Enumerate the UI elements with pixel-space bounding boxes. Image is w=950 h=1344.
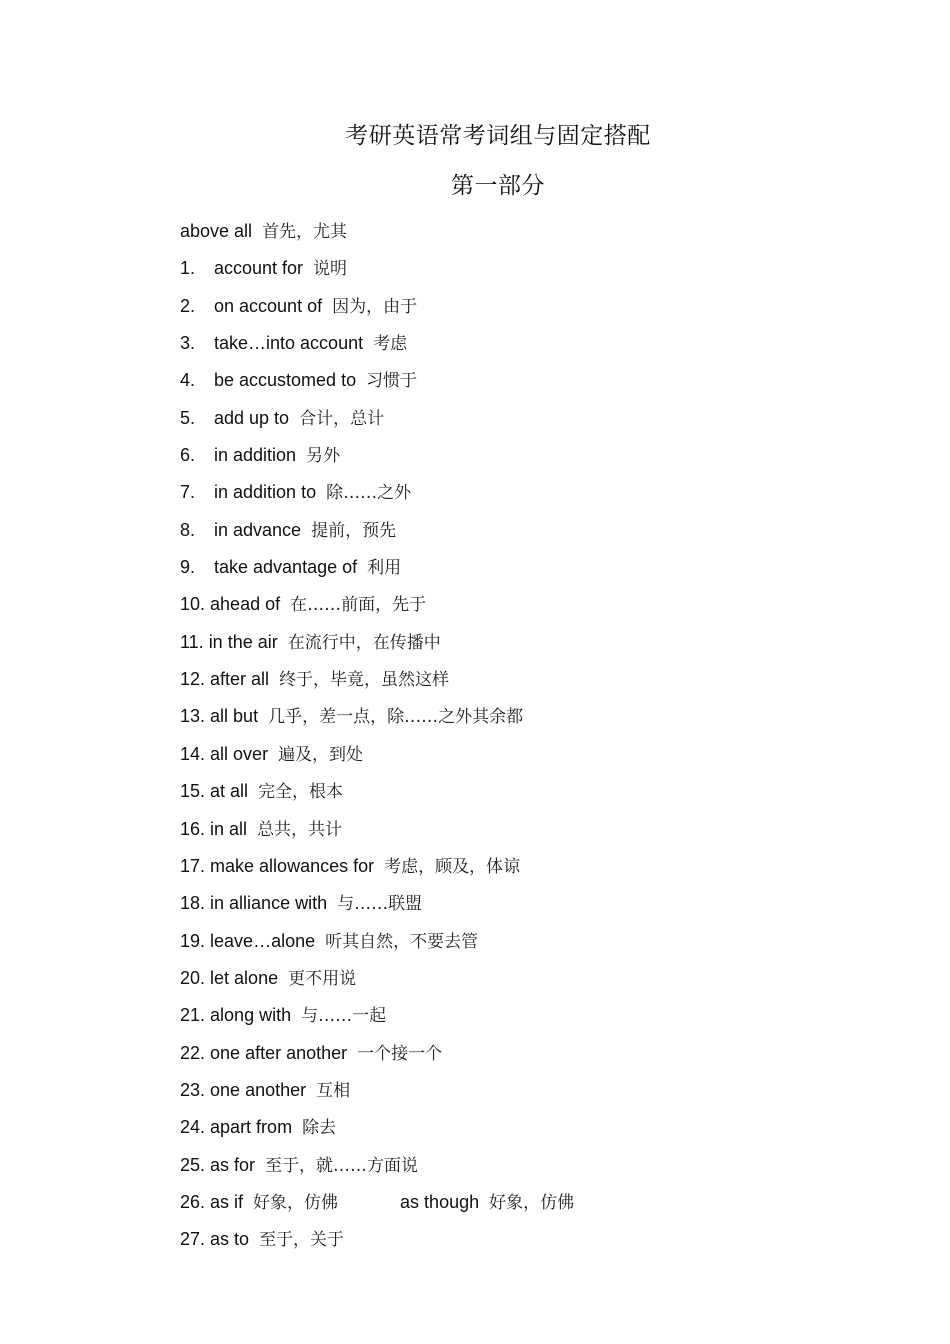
chinese-meaning: 总共，共计	[257, 819, 343, 840]
chinese-meaning: 另外	[306, 446, 341, 467]
phrase-entry	[180, 629, 574, 666]
chinese-meaning: 几乎，差一点，除……之外其余都	[268, 707, 524, 728]
chinese-meaning: 说明	[313, 259, 348, 280]
chinese-meaning: 在流行中，在传播中	[287, 632, 441, 653]
english-phrase: all over	[210, 743, 269, 764]
entry-number: 13.	[180, 706, 206, 727]
chinese-meaning: 听其自然，不要去管	[325, 931, 479, 952]
chinese-meaning: 终于，毕竟，虽然这样	[279, 670, 450, 691]
english-phrase: account for	[214, 258, 304, 279]
chinese-meaning: 首先，尤其	[262, 222, 348, 242]
entry-number: 16.	[180, 818, 206, 839]
chinese-meaning: 遍及，到处	[278, 744, 364, 765]
phrase-entry	[180, 666, 574, 703]
phrase-entry	[180, 367, 574, 404]
english-phrase: all but	[210, 706, 259, 727]
entry-number: 11.	[180, 631, 204, 652]
phrase-entry	[180, 1226, 574, 1263]
entry-number: 21.	[180, 1005, 206, 1026]
entry-number: 18.	[180, 893, 206, 914]
phrase-entry	[180, 517, 574, 554]
english-phrase: take advantage of	[214, 557, 358, 578]
english-phrase: in all	[210, 818, 248, 839]
english-phrase: one another	[210, 1079, 307, 1100]
entry-number: 26.	[180, 1191, 206, 1212]
chinese-meaning: 提前，预先	[311, 520, 397, 541]
chinese-meaning: 与……联盟	[337, 894, 423, 915]
chinese-meaning: 好象，仿佛	[253, 1192, 339, 1213]
entry-number: 2.	[180, 295, 196, 316]
english-phrase: in the air	[208, 631, 278, 652]
entry-number: 1.	[180, 258, 196, 279]
english-phrase: apart from	[210, 1117, 293, 1138]
phrase-entry	[180, 330, 574, 367]
entry-number: 27.	[180, 1229, 206, 1250]
chinese-meaning: 至于，关于	[259, 1230, 345, 1251]
phrase-entry	[180, 816, 574, 853]
entry-number: 17.	[180, 855, 206, 876]
phrase-entry	[180, 965, 574, 1002]
chinese-meaning: 因为，由于	[332, 296, 418, 317]
section-heading: 第一部分	[451, 173, 545, 199]
english-phrase: make allowances for	[210, 855, 375, 876]
english-phrase: above all	[180, 221, 253, 241]
phrase-entry	[180, 293, 574, 330]
english-phrase: one after another	[210, 1042, 348, 1063]
phrase-entry	[180, 1152, 574, 1189]
chinese-meaning: 更不用说	[288, 968, 357, 989]
english-phrase: add up to	[214, 407, 290, 428]
chinese-meaning: 考虑	[373, 334, 408, 355]
english-phrase: ahead of	[210, 594, 281, 615]
entry-number: 9.	[180, 557, 196, 578]
phrase-entry	[180, 255, 574, 292]
english-phrase: after all	[210, 669, 270, 690]
phrase-list	[180, 218, 574, 1264]
entry-number: 19.	[180, 930, 206, 951]
phrase-entry	[180, 778, 574, 815]
entry-number: 6.	[180, 445, 196, 466]
english-phrase: along with	[210, 1005, 292, 1026]
phrase-entry	[180, 890, 574, 927]
entry-number: 23.	[180, 1079, 206, 1100]
alternate-chinese-meaning: 好象，仿佛	[489, 1192, 575, 1213]
phrase-entry	[180, 591, 574, 628]
phrase-entry	[180, 928, 574, 965]
chinese-meaning: 在……前面，先于	[290, 595, 427, 616]
chinese-meaning: 利用	[367, 558, 402, 579]
chinese-meaning: 考虑，顾及，体谅	[384, 856, 521, 877]
english-phrase: as for	[210, 1154, 256, 1175]
english-phrase: as to	[210, 1229, 250, 1250]
chinese-meaning: 合计，总计	[299, 408, 385, 429]
entry-number: 22.	[180, 1042, 206, 1063]
phrase-entry	[180, 1114, 574, 1151]
english-phrase: in addition to	[214, 482, 317, 503]
english-phrase: be accustomed to	[214, 370, 357, 391]
phrase-entry	[180, 741, 574, 778]
alternate-phrase	[400, 1189, 574, 1216]
english-phrase: take…into account	[214, 333, 364, 354]
chinese-meaning: 与……一起	[301, 1006, 387, 1027]
english-phrase: let alone	[210, 967, 279, 988]
entry-number: 24.	[180, 1117, 206, 1138]
english-phrase: in advance	[214, 519, 302, 540]
entry-number: 25.	[180, 1154, 206, 1175]
english-phrase: as if	[210, 1191, 244, 1212]
entry-number: 7.	[180, 482, 196, 503]
phrase-entry	[180, 1189, 574, 1226]
entry-number: 5.	[180, 407, 196, 428]
english-phrase: in alliance with	[210, 893, 328, 914]
english-phrase: in addition	[214, 445, 297, 466]
chinese-meaning: 除……之外	[326, 483, 412, 504]
english-phrase: at all	[210, 781, 249, 802]
entry-number: 8.	[180, 519, 196, 540]
phrase-entry	[180, 479, 574, 516]
entry-number: 20.	[180, 967, 206, 988]
chinese-meaning: 互相	[316, 1080, 351, 1101]
english-phrase: on account of	[214, 295, 323, 316]
chinese-meaning: 除去	[302, 1118, 337, 1139]
document-title: 考研英语常考词组与固定搭配	[345, 123, 651, 149]
chinese-meaning: 至于，就……方面说	[265, 1155, 419, 1176]
chinese-meaning: 习惯于	[366, 371, 418, 392]
entry-number: 3.	[180, 333, 196, 354]
phrase-entry	[180, 442, 574, 479]
chinese-meaning: 完全，根本	[258, 782, 344, 803]
entry-number: 14.	[180, 743, 206, 764]
entry-number: 10.	[180, 594, 206, 615]
phrase-entry	[180, 218, 574, 255]
phrase-entry	[180, 554, 574, 591]
phrase-entry	[180, 703, 574, 740]
phrase-entry	[180, 1002, 574, 1039]
alternate-english-phrase: as though	[400, 1191, 480, 1212]
chinese-meaning: 一个接一个	[357, 1043, 443, 1064]
phrase-entry	[180, 405, 574, 442]
phrase-entry	[180, 1040, 574, 1077]
entry-number: 4.	[180, 370, 196, 391]
entry-number: 15.	[180, 781, 206, 802]
entry-number: 12.	[180, 669, 206, 690]
phrase-entry	[180, 1077, 574, 1114]
phrase-entry	[180, 853, 574, 890]
english-phrase: leave…alone	[210, 930, 316, 951]
